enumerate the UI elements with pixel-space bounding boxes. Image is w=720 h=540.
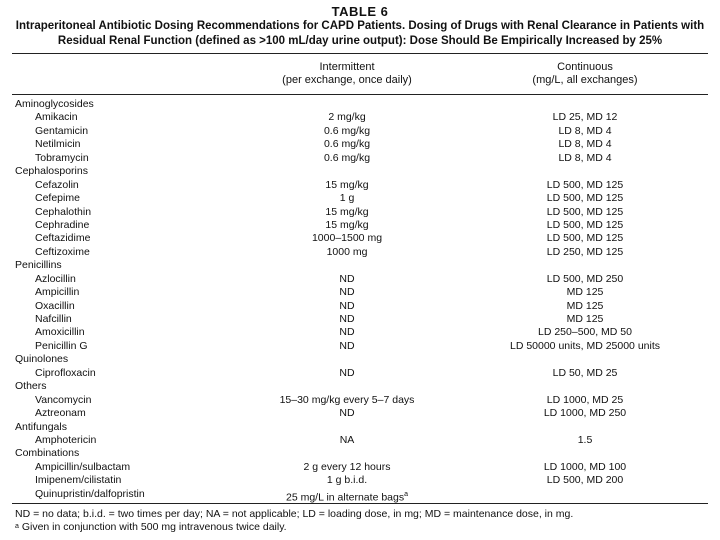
continuous-dose: LD 50000 units, MD 25000 units — [509, 339, 660, 352]
continuous-dose: LD 1000, MD 250 — [543, 407, 627, 420]
intermittent-dose-text: 1 g — [339, 192, 355, 205]
column-headers — [12, 54, 708, 94]
intermittent-dose-text: 15 mg/kg — [325, 218, 369, 231]
drug-name: Ceftizoxime — [35, 245, 90, 258]
continuous-dose: LD 25, MD 12 — [552, 111, 618, 124]
drug-name: Gentamicin — [35, 124, 89, 137]
footnote-marker: a — [15, 523, 19, 531]
continuous-dose: LD 500, MD 250 — [546, 272, 624, 285]
drug-name: Oxacillin — [35, 299, 75, 312]
intermittent-dose-text: ND — [339, 299, 355, 312]
table-row — [12, 487, 708, 504]
category-row — [12, 421, 708, 434]
intermittent-dose — [232, 461, 462, 474]
intermittent-dose-text: 0.6 mg/kg — [323, 124, 371, 137]
continuous-dose: LD 250, MD 125 — [546, 245, 624, 258]
header-rule — [12, 94, 708, 95]
continuous-dose: LD 50, MD 25 — [552, 366, 618, 379]
drug-name: Tobramycin — [35, 151, 89, 164]
intermittent-dose — [232, 111, 462, 124]
table-row — [12, 367, 708, 380]
drug-name: Azlocillin — [35, 272, 76, 285]
drug-name: Cefepime — [35, 192, 80, 205]
intermittent-dose-text: ND — [339, 326, 355, 339]
category-name: Quinolones — [15, 353, 69, 366]
table-row — [12, 138, 708, 151]
intermittent-dose-text: 2 g every 12 hours — [303, 460, 391, 473]
category-name: Penicillins — [15, 259, 62, 272]
drug-name: Amphotericin — [35, 433, 97, 446]
continuous-dose: LD 500, MD 125 — [546, 178, 624, 191]
intermittent-dose — [232, 192, 462, 205]
intermittent-dose — [232, 340, 462, 353]
intermittent-dose-text: ND — [339, 407, 355, 420]
table-row — [12, 273, 708, 286]
continuous-dose: LD 8, MD 4 — [558, 124, 612, 137]
intermittent-dose — [232, 219, 462, 232]
table-row — [12, 246, 708, 259]
drug-name: Amoxicillin — [35, 326, 85, 339]
category-name: Antifungals — [15, 420, 67, 433]
drug-name: Netilmicin — [35, 138, 81, 151]
table-document — [12, 4, 708, 534]
table-row — [12, 232, 708, 245]
continuous-dose: LD 8, MD 4 — [558, 138, 612, 151]
intermittent-dose-text: 1000 mg — [326, 245, 368, 258]
continuous-dose: LD 500, MD 125 — [546, 232, 624, 245]
table-row — [12, 152, 708, 165]
drug-name: Amikacin — [35, 111, 78, 124]
footnote-a-text: Given in conjunction with 500 mg intravenous twice daily. — [21, 521, 287, 534]
intermittent-header-line-1: Intermittent — [319, 61, 375, 73]
intermittent-dose — [232, 300, 462, 313]
drug-name: Nafcillin — [35, 313, 72, 325]
table-row — [12, 206, 708, 219]
bottom-rule — [12, 503, 708, 504]
continuous-dose: MD 125 — [566, 313, 604, 325]
table-row — [12, 394, 708, 407]
drug-name: Aztreonam — [35, 407, 86, 420]
drug-name: Cephalothin — [35, 205, 92, 218]
intermittent-dose — [232, 179, 462, 192]
intermittent-dose — [232, 246, 462, 259]
drug-name: Cefazolin — [35, 178, 79, 191]
category-row — [12, 380, 708, 393]
intermittent-column-header — [232, 61, 462, 87]
category-name: Cephalosporins — [15, 165, 88, 178]
intermittent-dose-text: ND — [339, 313, 355, 325]
footnote-abbreviations: ND = no data; b.i.d. = two times per day; NA = not applicable; LD = loading dose, in mg; MD = maintenance dose, in mg. — [15, 508, 574, 521]
drug-name: Quinupristin/dalfopristin — [35, 487, 145, 500]
continuous-dose: 1.5 — [577, 433, 593, 446]
continuous-column-header — [462, 61, 708, 87]
table-row — [12, 111, 708, 124]
intermittent-dose-text: ND — [339, 366, 355, 379]
continuous-dose: LD 1000, MD 25 — [546, 393, 624, 406]
footnote-a — [15, 521, 708, 534]
intermittent-dose-text: 15–30 mg/kg every 5–7 days — [279, 393, 415, 406]
category-name: Others — [15, 380, 47, 393]
intermittent-dose — [232, 313, 462, 326]
drug-name: Cephradine — [35, 218, 90, 231]
continuous-dose: LD 500, MD 125 — [546, 192, 624, 205]
table-row — [12, 192, 708, 205]
intermittent-dose-text: 15 mg/kg — [325, 205, 369, 218]
caption-line-1: Intraperitoneal Antibiotic Dosing Recommendations for CAPD Patients. Dosing of Drugs with Renal Clearance in Patients with — [15, 20, 705, 32]
intermittent-dose-text: 15 mg/kg — [325, 178, 369, 191]
table-row — [12, 286, 708, 299]
category-name: Combinations — [15, 447, 80, 460]
continuous-dose: LD 500, MD 125 — [546, 205, 624, 218]
intermittent-dose — [232, 286, 462, 299]
caption-line-2: Residual Renal Function (defined as >100 mL/day urine output): Dose Should Be Empirically Increased by 25% — [57, 35, 663, 47]
table-row — [12, 326, 708, 339]
intermittent-dose-text: 2 mg/kg — [328, 111, 366, 124]
intermittent-dose-text: 1 g b.i.d. — [326, 474, 368, 487]
intermittent-dose-text: NA — [339, 433, 355, 446]
footnote-marker: a — [404, 490, 408, 498]
intermittent-dose — [232, 488, 462, 504]
intermittent-dose — [232, 232, 462, 245]
category-name: Aminoglycosides — [15, 98, 94, 110]
intermittent-dose — [232, 138, 462, 151]
continuous-dose: LD 250–500, MD 50 — [538, 326, 632, 339]
drug-name: Ampicillin/sulbactam — [35, 460, 131, 473]
table-row — [12, 434, 708, 447]
intermittent-dose — [232, 434, 462, 447]
category-row — [12, 98, 708, 111]
continuous-dose: LD 1000, MD 100 — [543, 460, 627, 473]
table-body — [12, 98, 708, 504]
intermittent-dose-text: 0.6 mg/kg — [323, 151, 371, 164]
table-caption — [12, 19, 708, 49]
category-row — [12, 447, 708, 460]
continuous-dose: MD 125 — [566, 299, 604, 312]
table-row — [12, 461, 708, 474]
drug-name: Vancomycin — [35, 393, 92, 406]
continuous-dose: MD 125 — [566, 286, 604, 299]
intermittent-header-line-2: (per exchange, once daily) — [282, 74, 412, 86]
intermittent-dose — [232, 206, 462, 219]
intermittent-dose-text: 1000–1500 mg — [311, 232, 383, 245]
intermittent-dose — [232, 152, 462, 165]
table-row — [12, 340, 708, 353]
intermittent-dose-text: 25 mg/L in alternate bags — [285, 491, 405, 504]
table-row — [12, 300, 708, 313]
continuous-dose: LD 500, MD 125 — [546, 218, 624, 231]
intermittent-dose — [232, 273, 462, 286]
table-row — [12, 179, 708, 192]
intermittent-dose — [232, 407, 462, 420]
drug-name: Imipenem/cilistatin — [35, 474, 122, 487]
intermittent-dose-text: 0.6 mg/kg — [323, 138, 371, 151]
intermittent-dose-text: ND — [339, 339, 355, 352]
intermittent-dose — [232, 367, 462, 380]
footnotes — [12, 508, 708, 534]
intermittent-dose — [232, 125, 462, 138]
intermittent-dose-text: ND — [339, 286, 355, 299]
continuous-dose: LD 500, MD 200 — [546, 474, 624, 487]
table-number: TABLE 6 — [331, 4, 389, 19]
drug-name: Ampicillin — [35, 286, 80, 299]
table-row — [12, 474, 708, 487]
table-row — [12, 219, 708, 232]
continuous-header-line-1: Continuous — [557, 61, 613, 73]
continuous-dose: LD 8, MD 4 — [558, 151, 612, 164]
table-row — [12, 407, 708, 420]
category-row — [12, 353, 708, 366]
category-row — [12, 259, 708, 272]
intermittent-dose — [232, 326, 462, 339]
category-row — [12, 165, 708, 178]
intermittent-dose — [232, 394, 462, 407]
intermittent-dose — [232, 474, 462, 487]
continuous-dose — [462, 488, 708, 501]
continuous-header-line-2: (mg/L, all exchanges) — [532, 74, 638, 86]
intermittent-dose-text: ND — [339, 272, 355, 285]
drug-name: Ceftazidime — [35, 232, 91, 245]
drug-name: Penicillin G — [35, 339, 88, 352]
drug-name: Ciprofloxacin — [35, 366, 96, 379]
table-row — [12, 125, 708, 138]
table-row — [12, 313, 708, 326]
